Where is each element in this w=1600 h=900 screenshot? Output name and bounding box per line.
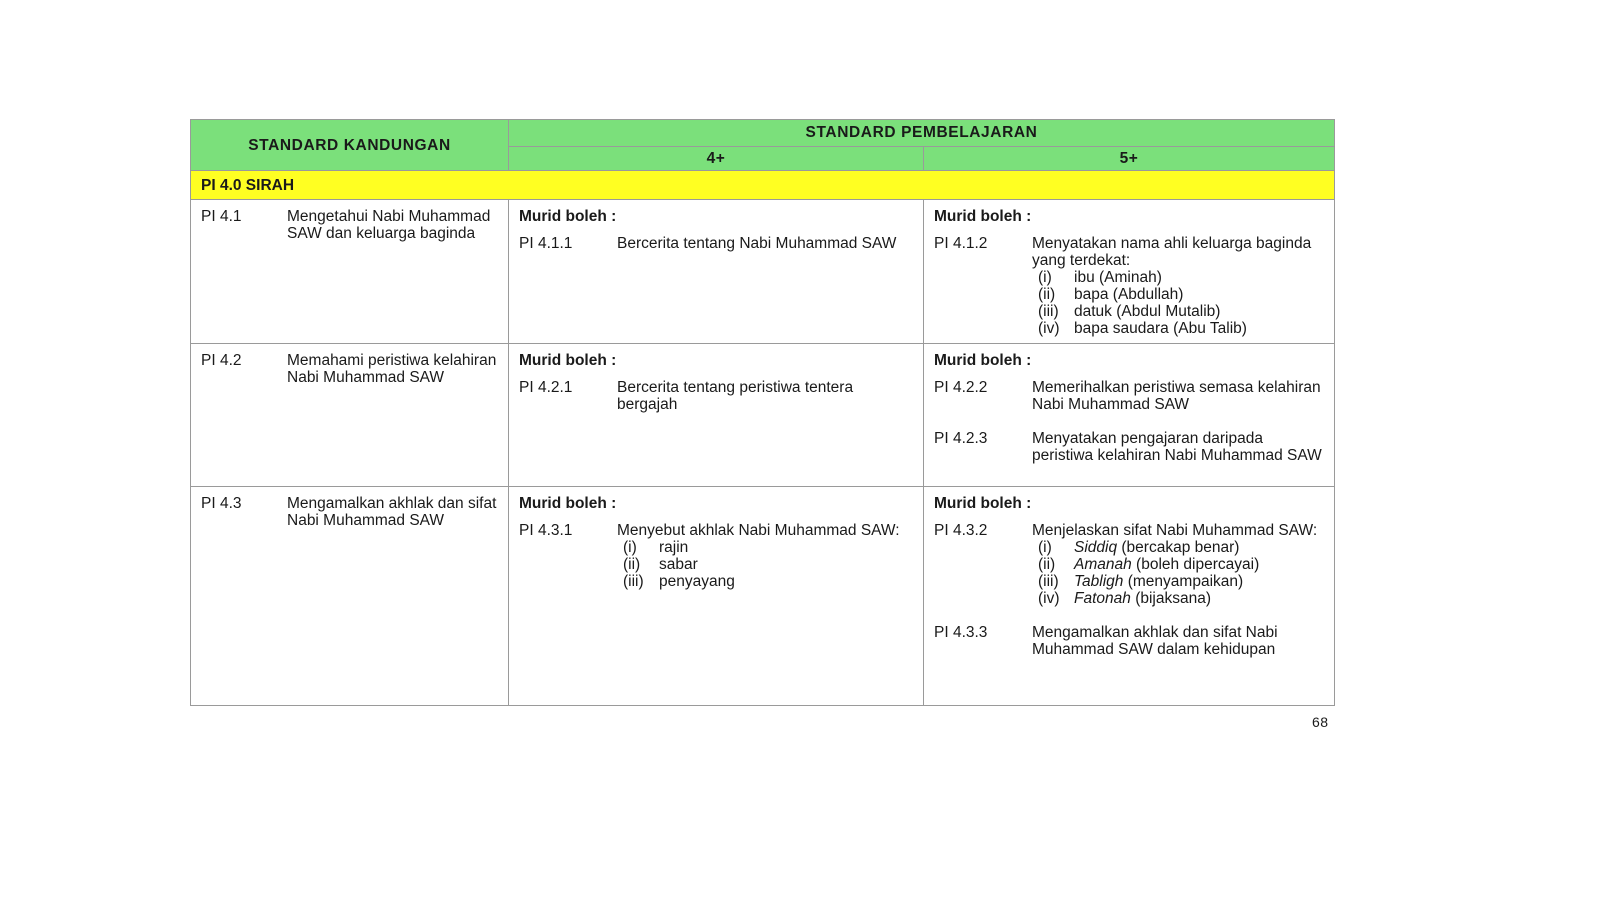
murid-boleh-label: Murid boleh :	[934, 352, 1032, 369]
murid-boleh-label: Murid boleh :	[934, 208, 1032, 225]
sp-text: Memerihalkan peristiwa semasa kelahiran Nabi Muhammad SAW	[1032, 379, 1321, 413]
sp-text: Menyatakan nama ahli keluarga baginda yang terdekat:	[1032, 235, 1312, 269]
list-item: (iii) penyayang	[623, 573, 735, 590]
table-row	[191, 344, 1335, 487]
list-item: (ii) bapa (Abdullah)	[1038, 286, 1184, 303]
sp-code: PI 4.2.2	[934, 379, 988, 396]
page-number: 68	[1312, 714, 1329, 730]
sp-text: Menjelaskan sifat Nabi Muhammad SAW:	[1032, 522, 1318, 539]
sp4-cell	[509, 344, 924, 487]
sp-text: Menyatakan pengajaran daripada peristiwa kelahiran Nabi Muhammad SAW	[1032, 430, 1322, 464]
sp-code: PI 4.1.2	[934, 235, 988, 252]
sk-text: Mengetahui Nabi Muhammad SAW dan keluarga baginda	[287, 208, 491, 242]
sk-code: PI 4.1	[201, 208, 242, 225]
sp4-cell	[509, 200, 924, 344]
sk-cell	[191, 487, 509, 706]
murid-boleh-label: Murid boleh :	[519, 208, 617, 225]
murid-boleh-label: Murid boleh :	[519, 495, 617, 512]
list-item: (iv) bapa saudara (Abu Talib)	[1038, 320, 1247, 337]
sk-cell	[191, 200, 509, 344]
sp5-cell	[924, 200, 1335, 344]
sp-code: PI 4.3.3	[934, 624, 988, 641]
sp-text: Bercerita tentang Nabi Muhammad SAW	[617, 235, 897, 252]
list-item: (ii) Amanah (boleh dipercayai)	[1038, 556, 1260, 573]
header-col-5plus: 5+	[924, 146, 1335, 170]
sp-text: Mengamalkan akhlak dan sifat Nabi Muhammad SAW dalam kehidupan	[1032, 624, 1278, 658]
curriculum-table	[190, 119, 1335, 706]
sp-code: PI 4.1.1	[519, 235, 573, 252]
sp-text: Menyebut akhlak Nabi Muhammad SAW:	[617, 522, 900, 539]
sp-code: PI 4.3.2	[934, 522, 988, 539]
list-item: (i) rajin	[623, 539, 689, 556]
list-item: (iii) datuk (Abdul Mutalib)	[1038, 303, 1221, 320]
sp-code: PI 4.2.3	[934, 430, 988, 447]
sk-code: PI 4.3	[201, 495, 242, 512]
list-item: (ii) sabar	[623, 556, 698, 573]
sp4-cell	[509, 487, 924, 706]
sp5-cell	[924, 344, 1335, 487]
section-title: PI 4.0 SIRAH	[191, 171, 1335, 200]
murid-boleh-label: Murid boleh :	[934, 495, 1032, 512]
list-item: (i) Siddiq (bercakap benar)	[1038, 539, 1240, 556]
header-col-4plus: 4+	[509, 146, 924, 170]
table-row	[191, 487, 1335, 706]
sk-code: PI 4.2	[201, 352, 242, 369]
sp5-cell	[924, 487, 1335, 706]
sk-cell	[191, 344, 509, 487]
sp-text: Bercerita tentang peristiwa tentera bergajah	[617, 379, 854, 413]
list-item: (iv) Fatonah (bijaksana)	[1038, 590, 1212, 607]
header-standard-pembelajaran: STANDARD PEMBELAJARAN	[509, 120, 1335, 147]
sp-code: PI 4.3.1	[519, 522, 573, 539]
table-row	[191, 200, 1335, 344]
sk-text: Memahami peristiwa kelahiran Nabi Muhammad SAW	[287, 352, 497, 386]
list-item: (i) ibu (Aminah)	[1038, 269, 1162, 286]
sp-code: PI 4.2.1	[519, 379, 573, 396]
murid-boleh-label: Murid boleh :	[519, 352, 617, 369]
header-standard-kandungan: STANDARD KANDUNGAN	[191, 120, 509, 171]
list-item: (iii) Tabligh (menyampaikan)	[1038, 573, 1244, 590]
sk-text: Mengamalkan akhlak dan sifat Nabi Muhammad SAW	[287, 495, 497, 529]
